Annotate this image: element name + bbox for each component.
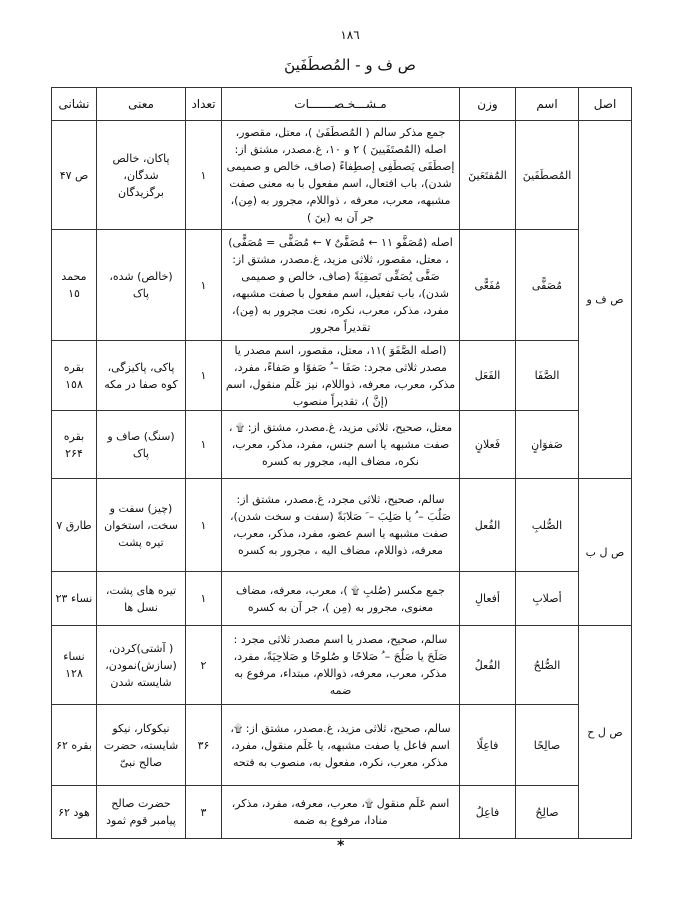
reference-cell: محمد ١٥ [52, 230, 97, 341]
pattern-cell: الفُعلُ [460, 626, 516, 705]
reference-cell: طارق ٧ [52, 479, 97, 572]
count-cell: ٣ [186, 786, 222, 839]
noun-cell: الصُّلبِ [516, 479, 579, 572]
pattern-cell: الفُعل [460, 479, 516, 572]
pattern-cell: مُفَعًّی [460, 230, 516, 341]
count-cell: ١ [186, 479, 222, 572]
reference-cell: بقره ١٥٨ [52, 341, 97, 411]
table-row [52, 786, 632, 839]
noun-cell: صالِحًا [516, 705, 579, 786]
meaning-cell: پاکان، خالص شدگان، برگزیدگان [97, 121, 186, 230]
table-row [52, 341, 632, 411]
pattern-cell: فاعِلًا [460, 705, 516, 786]
noun-cell: الصَّفَا [516, 341, 579, 411]
reference-cell: بقره ٢۶۴ [52, 411, 97, 479]
header-root: اصل [579, 88, 632, 121]
noun-cell: الصُّلحُ [516, 626, 579, 705]
reference-cell: ص ۴۷ [52, 121, 97, 230]
pattern-cell: فَعلانٍ [460, 411, 516, 479]
pattern-cell: فاعِلُ [460, 786, 516, 839]
details-cell: سالم، صحیح، مصدر یا اسم مصدر ثلاثی مجرد : صَلَحَ یا صَلُحَ – ُ صَلاحًا و صُلوحًا و صَلاحِیَةً، مفرد، مذکر، معرب، معرفه، ذواللام، مبتداء، مرفوع به ضمه [222, 626, 460, 705]
page-number: ١٨٦ [340, 28, 360, 42]
root-cell: ص ل ب [579, 479, 632, 626]
noun-cell: المُصطَفَينَ [516, 121, 579, 230]
count-cell: ٢ [186, 626, 222, 705]
noun-cell: مُصَفًّی [516, 230, 579, 341]
reference-cell: بقره ۶٢ [52, 705, 97, 786]
page-title: ص ف و - المُصطَفَينَ [284, 56, 416, 74]
reference-cell: نساء ١٢٨ [52, 626, 97, 705]
table-row [52, 411, 632, 479]
count-cell: ١ [186, 572, 222, 626]
table-row [52, 121, 632, 230]
header-noun: اسم [516, 88, 579, 121]
table-row [52, 705, 632, 786]
reference-cell: هود ۶٢ [52, 786, 97, 839]
noun-cell: صالِحُ [516, 786, 579, 839]
meaning-cell: حضرت صالح پیامبر قوم ثمود [97, 786, 186, 839]
reference-cell: نساء ٢٣ [52, 572, 97, 626]
pattern-cell: الفَعَل [460, 341, 516, 411]
table-row [52, 479, 632, 572]
details-cell: اصله (مُصَفَّو ۱۱ ← مُصَفَّیٌ ۷ ← مُصَفًّی = مُصَفًّی) ، معتل، مقصور، ثلاثی مزید، غ.مصدر، مشتق از: صَفَّی یُصَفِّی تَصفِیَةً (صاف، خالص و صمیمی شدن)، باب تفعیل، اسم مفعول با صفت مشبهه، مفرد، مذکر، معرب، نکره، نعت مجرور به (مِن)، تقدیراً مجرور [222, 230, 460, 341]
root-cell: ص ل ح [579, 626, 632, 839]
lexicon-table [51, 87, 632, 839]
header-row [52, 88, 632, 121]
details-cell: جمع مکسر (صُلبِ ۩ )، معرب، معرفه، مضاف معنوی، مجرور به (مِن )، جر آن به کسره [222, 572, 460, 626]
header-reference: نشانی [52, 88, 97, 121]
table-row [52, 572, 632, 626]
header-pattern: وزن [460, 88, 516, 121]
meaning-cell: (خالص) شده، پاک [97, 230, 186, 341]
details-cell: (اصله الصَّفَوَ )۱۱، معتل، مقصور، اسم مصدر یا مصدر ثلاثی مجرد: صَفَا – ُ صَفوًا و صَفاءً، مفرد، مذکر، معرب، معرفه، ذواللام، نیز عَلَم منقول، اسم (إنَّ )، تقدیراً منصوب [222, 341, 460, 411]
meaning-cell: نیکوکار، نیکو شایسته، حضرت صالح نبیّ [97, 705, 186, 786]
table-row [52, 230, 632, 341]
table-row [52, 626, 632, 705]
count-cell: ١ [186, 230, 222, 341]
count-cell: ٣۶ [186, 705, 222, 786]
count-cell: ١ [186, 341, 222, 411]
details-cell: سالم، صحیح، ثلاثی مجرد، غ.مصدر، مشتق از: صَلُبَ – ُ یا صَلِبَ – َ صَلابَةً (سفت و سخت شدن)، صفت مشبهه یا اسم عضو، مفرد، مذکر، معرب، معرفه، ذواللام، مضاف الیه ، مجرور به کسره [222, 479, 460, 572]
details-cell: معتل، صحیح، ثلاثی مزید، غ.مصدر، مشتق از: ۩ ، صفت مشبهه یا اسم جنس، مفرد، مذکر، معرب، نکره، مضاف الیه، مجرور به کسره [222, 411, 460, 479]
noun-cell: أصلابِ [516, 572, 579, 626]
meaning-cell: (سنگ) صاف و پاک [97, 411, 186, 479]
meaning-cell: (چیز) سفت و سخت، استخوان تیره پشت [97, 479, 186, 572]
pattern-cell: المُفتَعَينَ [460, 121, 516, 230]
footer-mark: * [337, 838, 345, 854]
count-cell: ١ [186, 121, 222, 230]
count-cell: ١ [186, 411, 222, 479]
noun-cell: صَفوَانٍ [516, 411, 579, 479]
meaning-cell: تیره های پشت، نسل ها [97, 572, 186, 626]
header-count: تعداد [186, 88, 222, 121]
meaning-cell: ( آشتی)کردن، (سازش)نمودن، شایسته شدن [97, 626, 186, 705]
pattern-cell: أفعالِ [460, 572, 516, 626]
root-cell: ص ف و [579, 121, 632, 479]
meaning-cell: پاکی، پاکیزگی، کوه صفا در مکه [97, 341, 186, 411]
details-cell: جمع مذکر سالم ( المُصطَفَیٰ )، معتل، مقصور، اصله (المُصتَفَیینَ ) ۲ و ۱۰، غ.مصدر، مشتق از: إصطَفَی یَصطَفِی إصطِفاءً (صاف، خالص و صمیمی شدن)، باب افتعال، اسم مفعول با به معنی صفت مشبهه، معرب، معرفه ، ذواللام، مجرور به (مِن)، جر آن به (ینَ ) [222, 121, 460, 230]
header-meaning: معنی [97, 88, 186, 121]
details-cell: سالم، صحیح، ثلاثی مزید، غ.مصدر، مشتق از: ۩، اسم فاعل یا صفت مشبهه، یا عَلَم منقول، مفرد، مذکر، معرب، نکره، مفعول به، منصوب به فتحه [222, 705, 460, 786]
header-details: مـشـــخـصـــــــات [222, 88, 460, 121]
details-cell: اسم عَلَم منقول ۩، معرب، معرفه، مفرد، مذکر، منادا، مرفوع به ضمه [222, 786, 460, 839]
